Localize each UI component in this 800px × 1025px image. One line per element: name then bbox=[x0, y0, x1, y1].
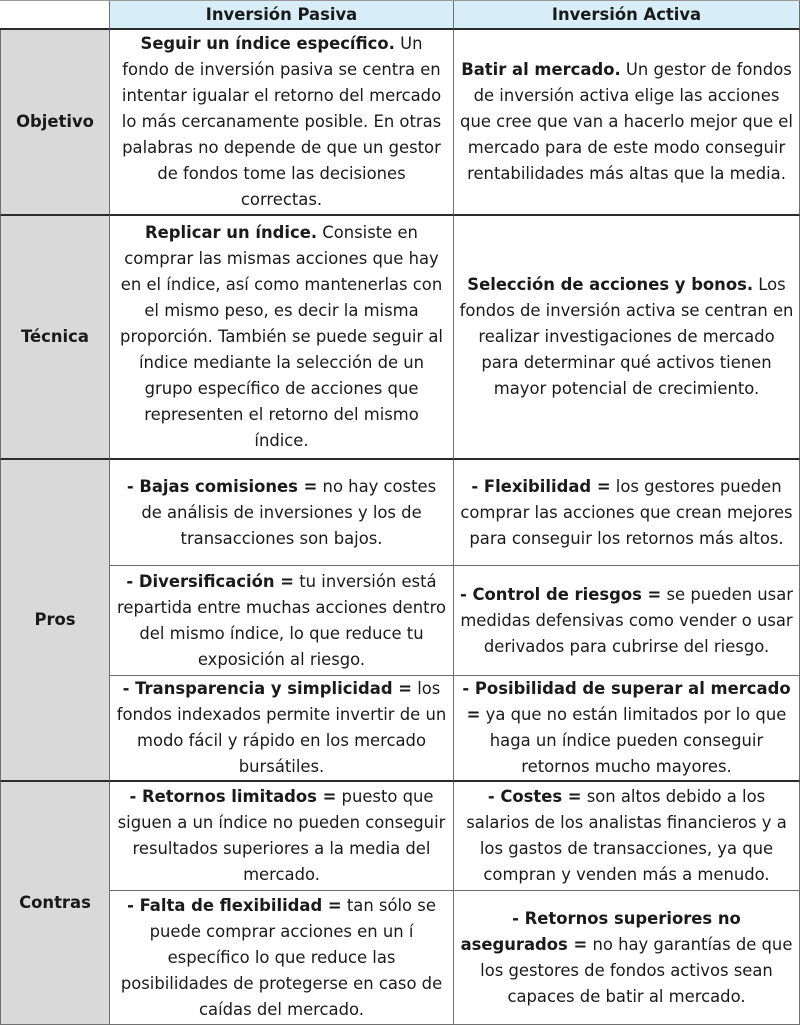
tecnica-passive-text: Consiste en comprar las mismas acciones que hay en el índice, así como mantenerlas con el mismo peso, es decir la misma proporción. También se puede seguir al índice mediante la selección de un grupo específico de acciones que representen el retorno del mismo índice. bbox=[120, 223, 443, 450]
contras-active-item-2 bbox=[454, 891, 800, 1025]
pros-passive-2-text: tu inversión está repartida entre muchas acciones dentro del mismo índice, lo que reduce tu exposición al riesgo. bbox=[117, 571, 446, 669]
row-label-tecnica: Técnica bbox=[0, 216, 110, 460]
contras-active-1-bold: - Costes = bbox=[487, 787, 582, 806]
header-passive: Inversión Pasiva bbox=[110, 1, 454, 30]
contras-active-1-text: son altos debido a los salarios de los analistas financieros y a los gastos de transacciones, ya que compran y venden más a menudo. bbox=[466, 787, 787, 884]
pros-active-2-bold: - Control de riesgos = bbox=[459, 584, 662, 604]
objetivo-active-text: Un gestor de fondos de inversión activa elige las acciones que cree que van a hacerlo mejor que el mercado para de este modo conseguir rentabilidades más altas que la media. bbox=[460, 60, 793, 183]
contras-active-2-bold: - Retornos superiores no asegurados = bbox=[460, 908, 741, 954]
pros-active-item-3 bbox=[454, 676, 800, 782]
contras-active-item-1 bbox=[454, 782, 800, 891]
pros-passive-item-3 bbox=[110, 676, 454, 782]
tecnica-passive-bold: Replicar un índice. bbox=[145, 223, 318, 242]
contras-passive-1-text: puesto que siguen a un índice no pueden conseguir resultados superiores a la media del mercado. bbox=[117, 787, 446, 884]
contras-passive-2-bold: - Falta de flexibilidad = bbox=[127, 895, 342, 915]
objetivo-active-cell bbox=[454, 30, 800, 216]
row-label-contras: Contras bbox=[0, 782, 110, 1025]
contras-passive-2-text: tan sólo se puede comprar acciones en un í específico lo que reduce las posibilidades de protegerse en caso de caídas del mercado. bbox=[120, 895, 443, 1019]
row-label-objetivo: Objetivo bbox=[0, 30, 110, 216]
pros-passive-1-text: no hay costes de análisis de inversiones y los de transacciones son bajos. bbox=[141, 476, 437, 548]
tecnica-active-cell bbox=[454, 216, 800, 460]
pros-passive-item-2 bbox=[110, 566, 454, 676]
contras-passive-item-2 bbox=[110, 891, 454, 1025]
contras-active-2-text: no hay garantías de que los gestores de fondos activos sean capaces de batir al mercado. bbox=[480, 934, 793, 1006]
pros-active-3-text: ya que no están limitados por lo que haga un índice pueden conseguir retornos mucho mayores. bbox=[480, 705, 787, 776]
header-active: Inversión Activa bbox=[454, 1, 800, 30]
pros-passive-3-text: los fondos indexados permite invertir de un modo fácil y rápido en los mercado bursátiles. bbox=[116, 679, 447, 776]
objetivo-active-bold: Batir al mercado. bbox=[461, 60, 621, 79]
pros-passive-item-1 bbox=[110, 460, 454, 566]
tecnica-passive-cell bbox=[110, 216, 454, 460]
header-corner bbox=[0, 1, 110, 30]
tecnica-active-text: Los fondos de inversión activa se centran en realizar investigaciones de mercado para determinar qué activos tienen mayor potencial de crecimiento. bbox=[459, 275, 794, 398]
pros-active-1-text: los gestores pueden comprar las acciones que crean mejores para conseguir los retornos más altos. bbox=[460, 476, 793, 548]
pros-active-2-text: se pueden usar medidas defensivas como vender o usar derivados para cubrirse del riesgo. bbox=[460, 584, 793, 656]
objetivo-passive-cell bbox=[110, 30, 454, 216]
objetivo-passive-text: Un fondo de inversión pasiva se centra en intentar igualar el retorno del mercado lo más cercanamente posible. En otras palabras no depende de que un gestor de fondos tome las decisiones correctas. bbox=[121, 34, 442, 209]
row-label-pros: Pros bbox=[0, 460, 110, 782]
pros-active-item-2 bbox=[454, 566, 800, 676]
pros-passive-2-bold: - Diversificación = bbox=[126, 571, 295, 591]
pros-active-3-bold: - Posibilidad de superar al mercado = bbox=[462, 679, 791, 724]
tecnica-active-bold: Selección de acciones y bonos. bbox=[467, 275, 754, 294]
pros-active-1-bold: - Flexibilidad = bbox=[471, 476, 611, 496]
pros-passive-3-bold: - Transparencia y simplicidad = bbox=[122, 679, 412, 698]
objetivo-passive-bold: Seguir un índice específico. bbox=[140, 34, 395, 53]
contras-passive-1-bold: - Retornos limitados = bbox=[129, 787, 337, 806]
pros-passive-1-bold: - Bajas comisiones = bbox=[126, 476, 318, 496]
contras-passive-item-1 bbox=[110, 782, 454, 891]
pros-active-item-1 bbox=[454, 460, 800, 566]
